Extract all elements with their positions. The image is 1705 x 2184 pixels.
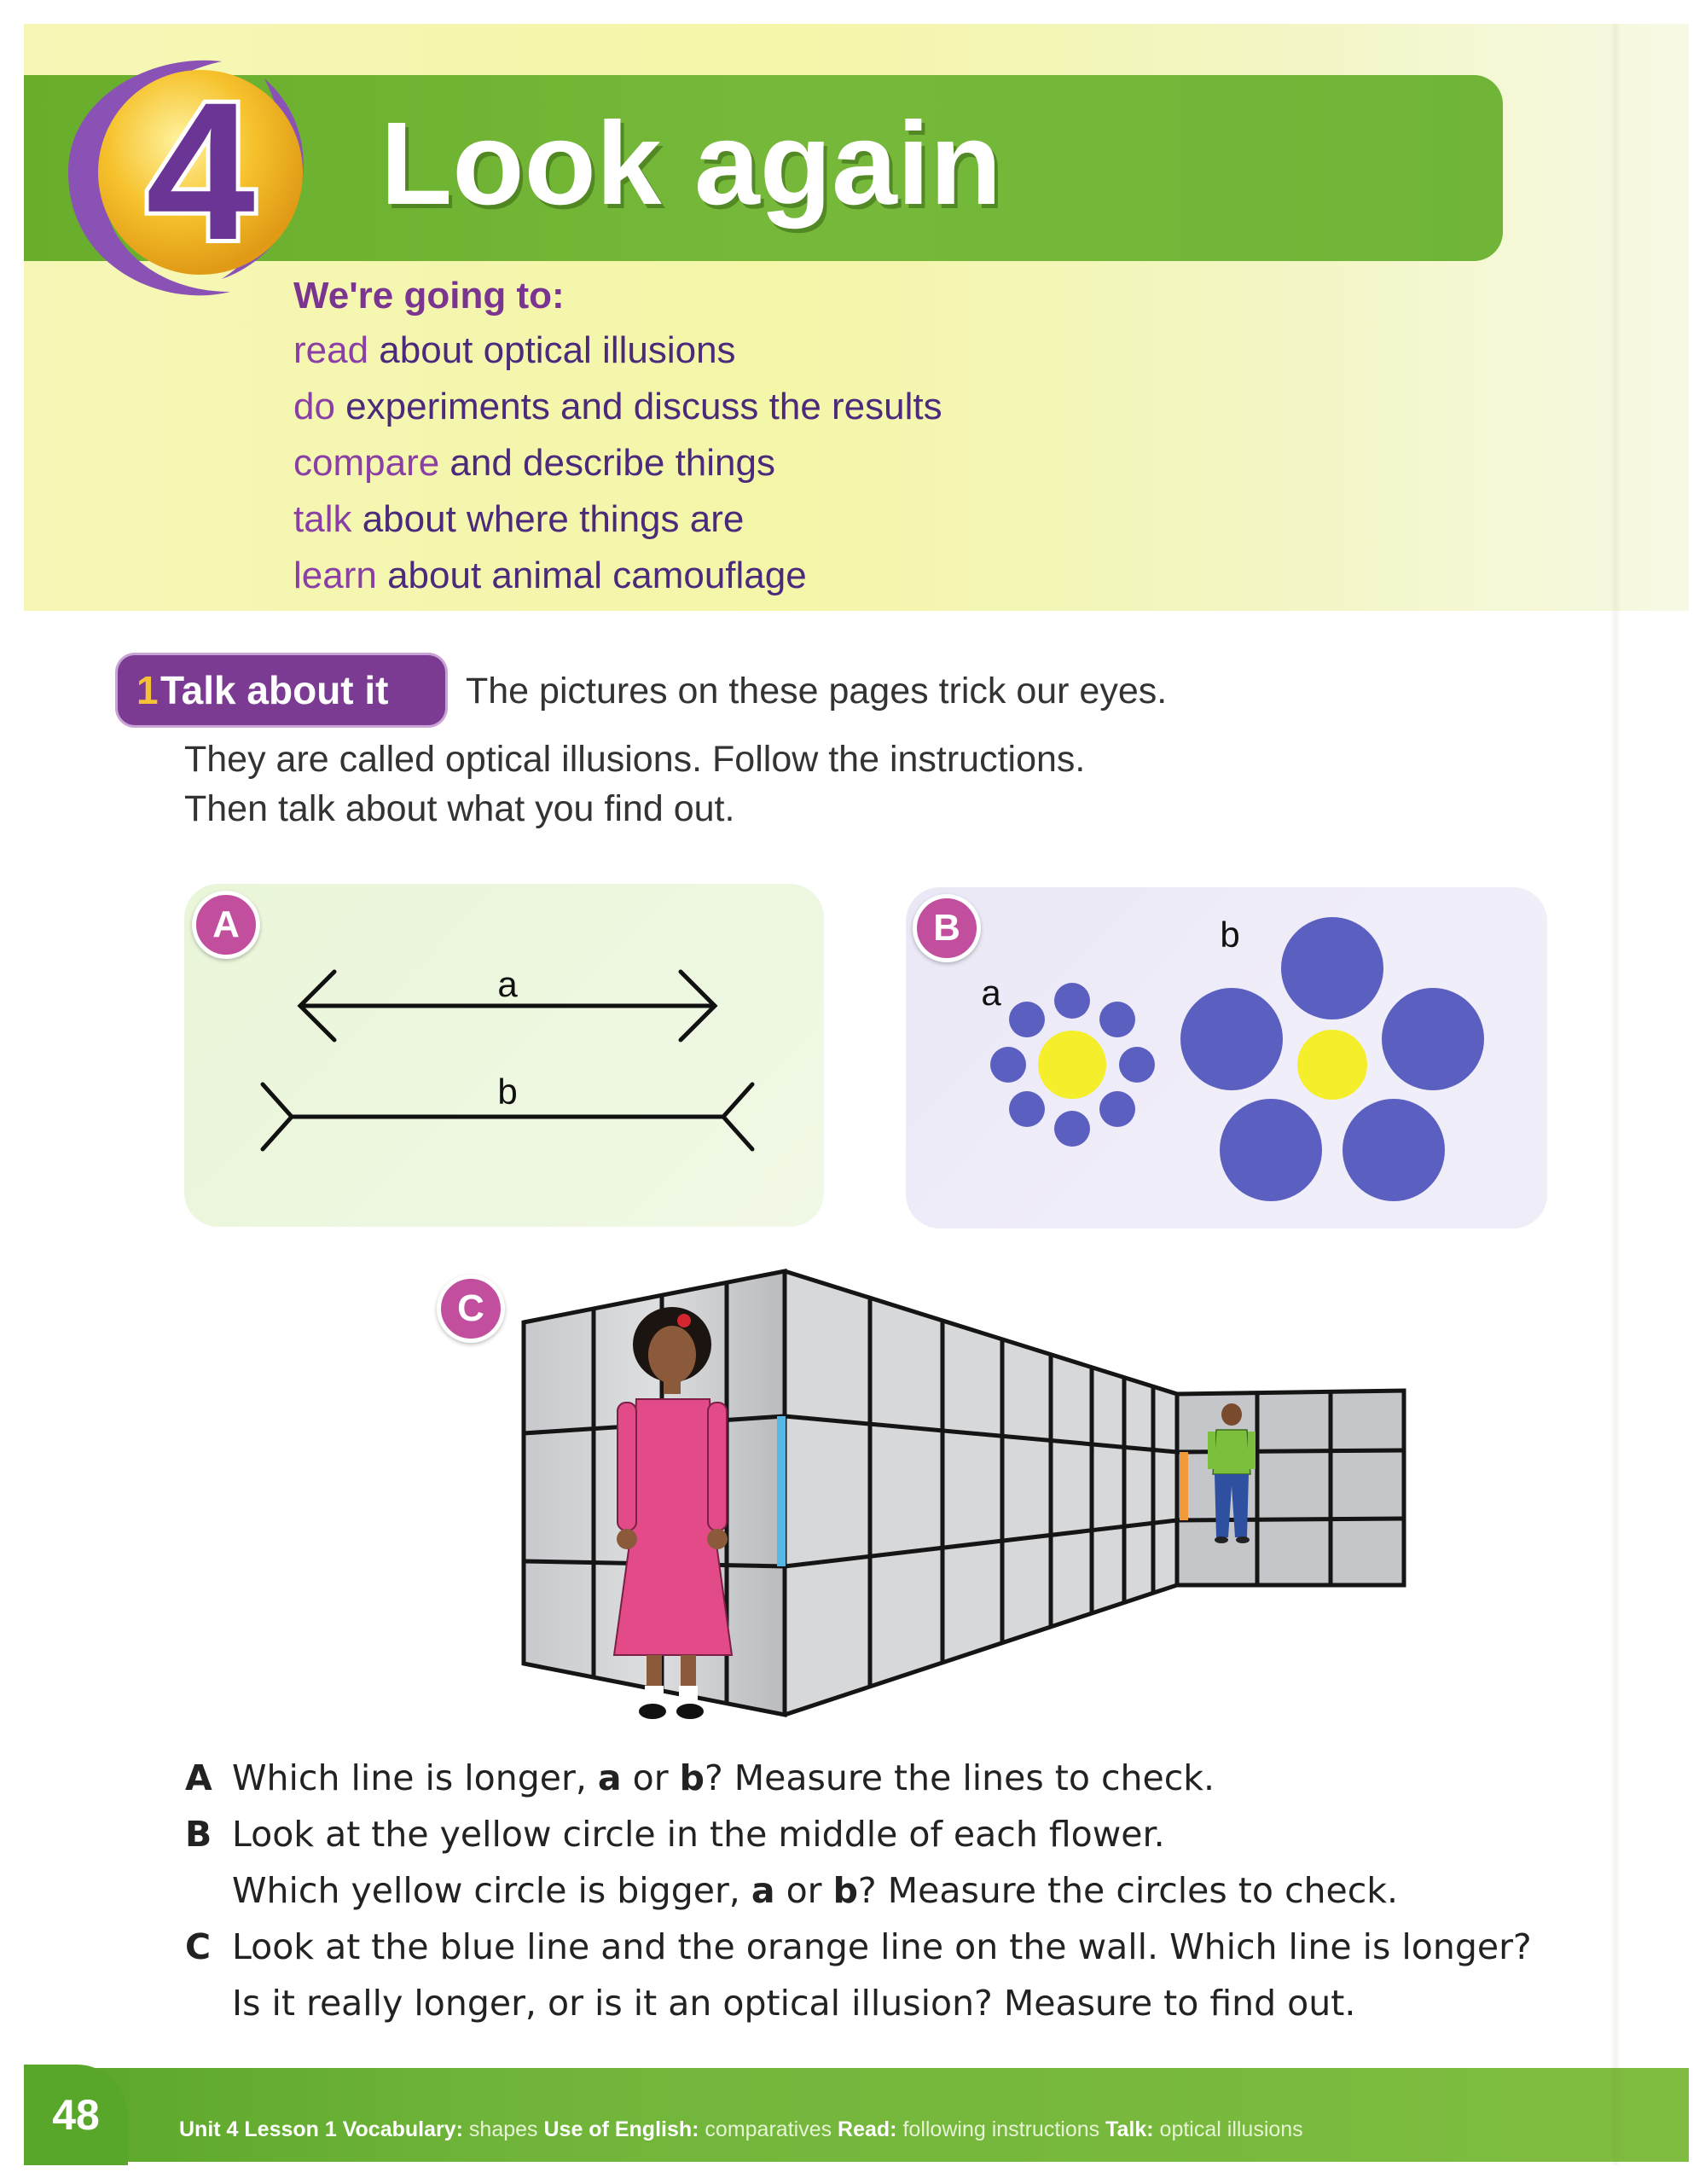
activity-label: Talk about it xyxy=(160,668,389,712)
question-letter: C xyxy=(185,1926,212,1967)
panel-c-badge: C xyxy=(437,1275,505,1343)
question-a: A Which line is longer, a or b? Measure the lines to check. xyxy=(185,1757,1215,1798)
question-letter: A xyxy=(185,1757,212,1798)
line-a-label: a xyxy=(497,964,518,1004)
panel-b-badge: B xyxy=(913,894,981,962)
question-c-line-2: Is it really longer, or is it an optical illusion? Measure to find out. xyxy=(232,1983,1356,2024)
activity-number: 1 xyxy=(136,668,159,712)
goals-heading: We're going to: xyxy=(293,275,565,317)
unit-number: 4 xyxy=(146,61,255,281)
panel-a-badge: A xyxy=(192,891,260,959)
footer-bar xyxy=(24,2068,1689,2162)
question-b-line-1: B Look at the yellow circle in the middle of each flower. xyxy=(185,1814,1165,1855)
question-c-line-1: C Look at the blue line and the orange line on the wall. Which line is longer? xyxy=(185,1926,1532,1967)
question-b-line-2: Which yellow circle is bigger, a or b? Measure the circles to check. xyxy=(232,1870,1399,1911)
question-letter: B xyxy=(185,1814,212,1855)
goal-item: compare and describe things xyxy=(293,442,775,484)
footer-lesson-info: Unit 4 Lesson 1 Vocabulary: shapes Use of English: comparatives Read: following instructions Talk: optical illusions xyxy=(179,2117,1303,2141)
flower-b-label: b xyxy=(1220,915,1240,955)
talk-about-it-badge xyxy=(118,655,445,725)
goal-item: do experiments and discuss the results xyxy=(293,386,942,427)
goal-item: learn about animal camouflage xyxy=(293,555,807,596)
muller-lyer-lines xyxy=(184,884,824,1227)
page-number: 48 xyxy=(24,2065,128,2165)
ebbinghaus-circles xyxy=(906,887,1547,1228)
intro-line-3: Then talk about what you find out. xyxy=(184,788,735,829)
line-b-label: b xyxy=(497,1072,518,1112)
page-title: Look again xyxy=(380,98,1002,229)
unit-number-emblem xyxy=(51,44,358,309)
flower-a-label: a xyxy=(981,973,1001,1013)
intro-line-2: They are called optical illusions. Follow the instructions. xyxy=(184,739,1086,780)
goal-item: read about optical illusions xyxy=(293,329,736,371)
intro-line-1: The pictures on these pages trick our eyes. xyxy=(466,671,1168,712)
corridor-illusion xyxy=(512,1263,1416,1740)
goal-item: talk about where things are xyxy=(293,498,745,540)
page-spine-shadow xyxy=(1610,24,1621,2165)
